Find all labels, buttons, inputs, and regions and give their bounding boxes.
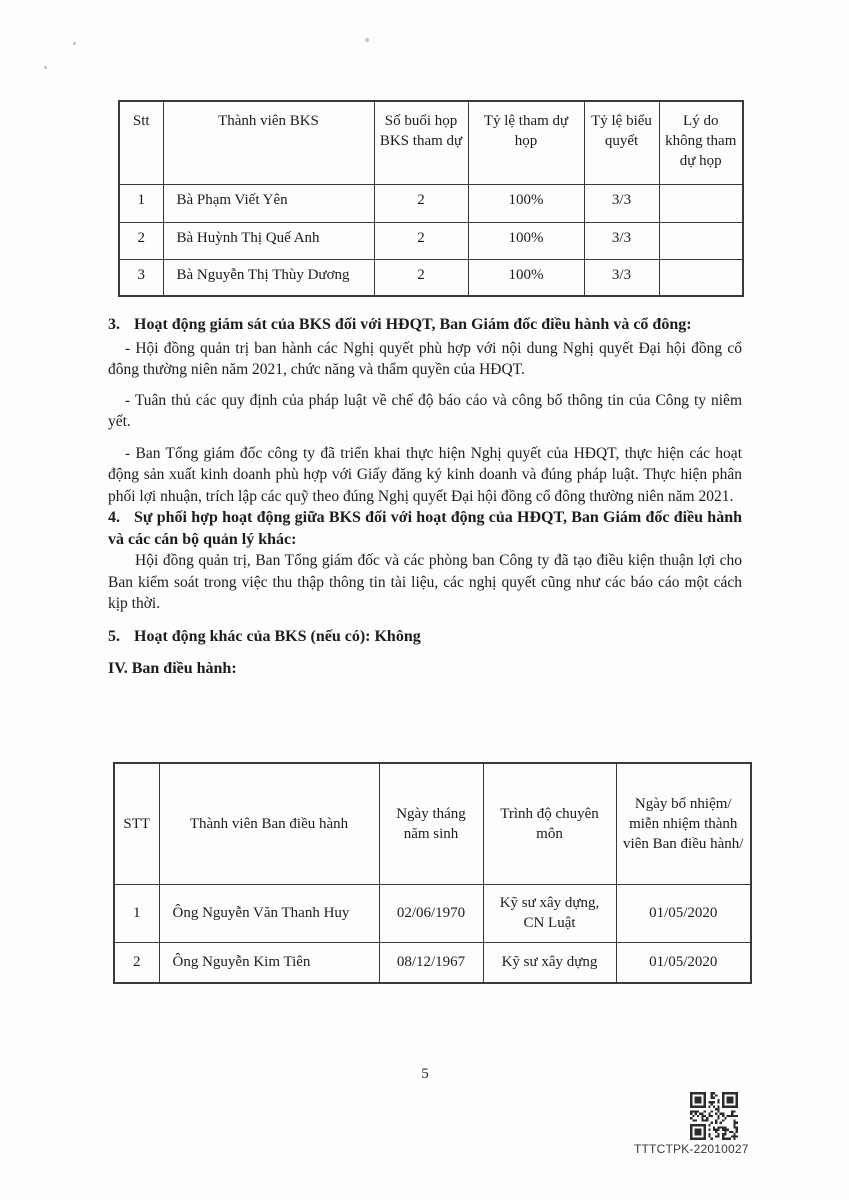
table-header-row xyxy=(114,763,751,884)
table-cell: 2 xyxy=(374,184,468,222)
table-cell: 3/3 xyxy=(584,222,659,259)
header-cell: Tỷ lệ tham dự họp xyxy=(468,101,584,184)
table-cell: Ông Nguyễn Văn Thanh Huy xyxy=(159,884,379,942)
table-cell: Bà Nguyễn Thị Thùy Dương xyxy=(163,259,374,296)
table-cell: 2 xyxy=(119,222,163,259)
bks-attendance-table xyxy=(118,100,744,297)
header-cell: Thành viên BKS xyxy=(163,101,374,184)
scan-speck xyxy=(44,66,47,69)
table-row xyxy=(114,884,751,942)
paragraph: Hội đồng quản trị, Ban Tổng giám đốc và các phòng ban Công ty đã tạo điều kiện thuận lợi cho Ban kiểm soát trong việc thu thập thông tin tài liệu, các nghị quyết cũng như các báo cáo một cách kịp thời. xyxy=(108,552,742,612)
body-text xyxy=(108,314,742,680)
table-cell: 100% xyxy=(468,184,584,222)
table-cell: 1 xyxy=(119,184,163,222)
section-number: 3. xyxy=(108,316,120,333)
paragraph: - Hội đồng quản trị ban hành các Nghị quyết phù hợp với nội dung Nghị quyết Đại hội đồng cổ đông thường niên năm 2021, chức năng và thẩm quyền của HĐQT. xyxy=(108,339,742,378)
table-cell: 02/06/1970 xyxy=(379,884,483,942)
table-cell: 2 xyxy=(114,942,159,983)
table-cell: 01/05/2020 xyxy=(616,942,751,983)
paragraph: - Tuân thủ các quy định của pháp luật về chế độ báo cáo và công bố thông tin của Công ty niêm yết. xyxy=(108,391,742,430)
section-heading-text: Hoạt động giám sát của BKS đối với HĐQT, Ban Giám đốc điều hành và cổ đông: xyxy=(134,316,692,333)
header-cell: Trình độ chuyên môn xyxy=(483,763,616,884)
table-cell: 100% xyxy=(468,222,584,259)
table-cell: Bà Huỳnh Thị Quế Anh xyxy=(163,222,374,259)
section-iv-heading xyxy=(108,658,742,680)
section-heading-text: IV. Ban điều hành: xyxy=(108,660,237,677)
header-cell: STT xyxy=(114,763,159,884)
table-header-row xyxy=(119,101,743,184)
table-cell xyxy=(659,259,743,296)
table-cell: 3/3 xyxy=(584,184,659,222)
section-number: 5. xyxy=(108,627,120,645)
header-cell: Thành viên Ban điều hành xyxy=(159,763,379,884)
table-cell: 08/12/1967 xyxy=(379,942,483,983)
table-cell: 1 xyxy=(114,884,159,942)
table-cell: 01/05/2020 xyxy=(616,884,751,942)
header-cell: Số buổi họp BKS tham dự xyxy=(374,101,468,184)
section-heading-text: Sự phối hợp hoạt động giữa BKS đối với hoạt động của HĐQT, Ban Giám đốc điều hành và các cán bộ quản lý khác: xyxy=(108,509,742,548)
table-cell xyxy=(659,184,743,222)
section-4-heading xyxy=(108,507,742,550)
table-cell: Kỹ sư xây dựng xyxy=(483,942,616,983)
section-number: 4. xyxy=(108,509,120,526)
table-row xyxy=(119,184,743,222)
header-cell: Ngày bổ nhiệm/ miễn nhiệm thành viên Ban điều hành/ xyxy=(616,763,751,884)
header-cell: Tỷ lệ biểu quyết xyxy=(584,101,659,184)
header-cell: Stt xyxy=(119,101,163,184)
executive-board-table xyxy=(113,762,752,984)
table-cell: 2 xyxy=(374,222,468,259)
document-code: TTTCTPK-22010027 xyxy=(634,1142,749,1156)
section-5-heading xyxy=(108,626,742,648)
table-cell: 100% xyxy=(468,259,584,296)
scan-speck xyxy=(73,42,76,45)
table-cell: Kỹ sư xây dựng, CN Luật xyxy=(483,884,616,942)
table-cell xyxy=(659,222,743,259)
header-cell: Ngày tháng năm sinh xyxy=(379,763,483,884)
scan-speck xyxy=(365,38,369,42)
section-heading-text: Hoạt động khác của BKS (nếu có): Không xyxy=(134,627,421,645)
table-row xyxy=(114,942,751,983)
header-cell: Lý do không tham dự họp xyxy=(659,101,743,184)
table-cell: 2 xyxy=(374,259,468,296)
paragraph: - Ban Tổng giám đốc công ty đã triển khai thực hiện Nghị quyết của HĐQT, thực hiện các hoạt động sản xuất kinh doanh phù hợp với Giấy đăng ký kinh doanh và đúng pháp luật. Thực hiện phân phối lợi nhuận, trích lập các quỹ theo đúng Nghị quyết Đại hội đồng cổ đông thường niên năm 2021. xyxy=(108,444,742,505)
table-cell: 3/3 xyxy=(584,259,659,296)
table-cell: Ông Nguyễn Kim Tiên xyxy=(159,942,379,983)
table-cell: 3 xyxy=(119,259,163,296)
page-number: 5 xyxy=(421,1066,429,1082)
document-stamp xyxy=(634,1092,754,1156)
table-row xyxy=(119,222,743,259)
table-row xyxy=(119,259,743,296)
section-3-heading xyxy=(108,314,742,336)
qr-code-icon xyxy=(690,1092,738,1140)
table-cell: Bà Phạm Viết Yên xyxy=(163,184,374,222)
